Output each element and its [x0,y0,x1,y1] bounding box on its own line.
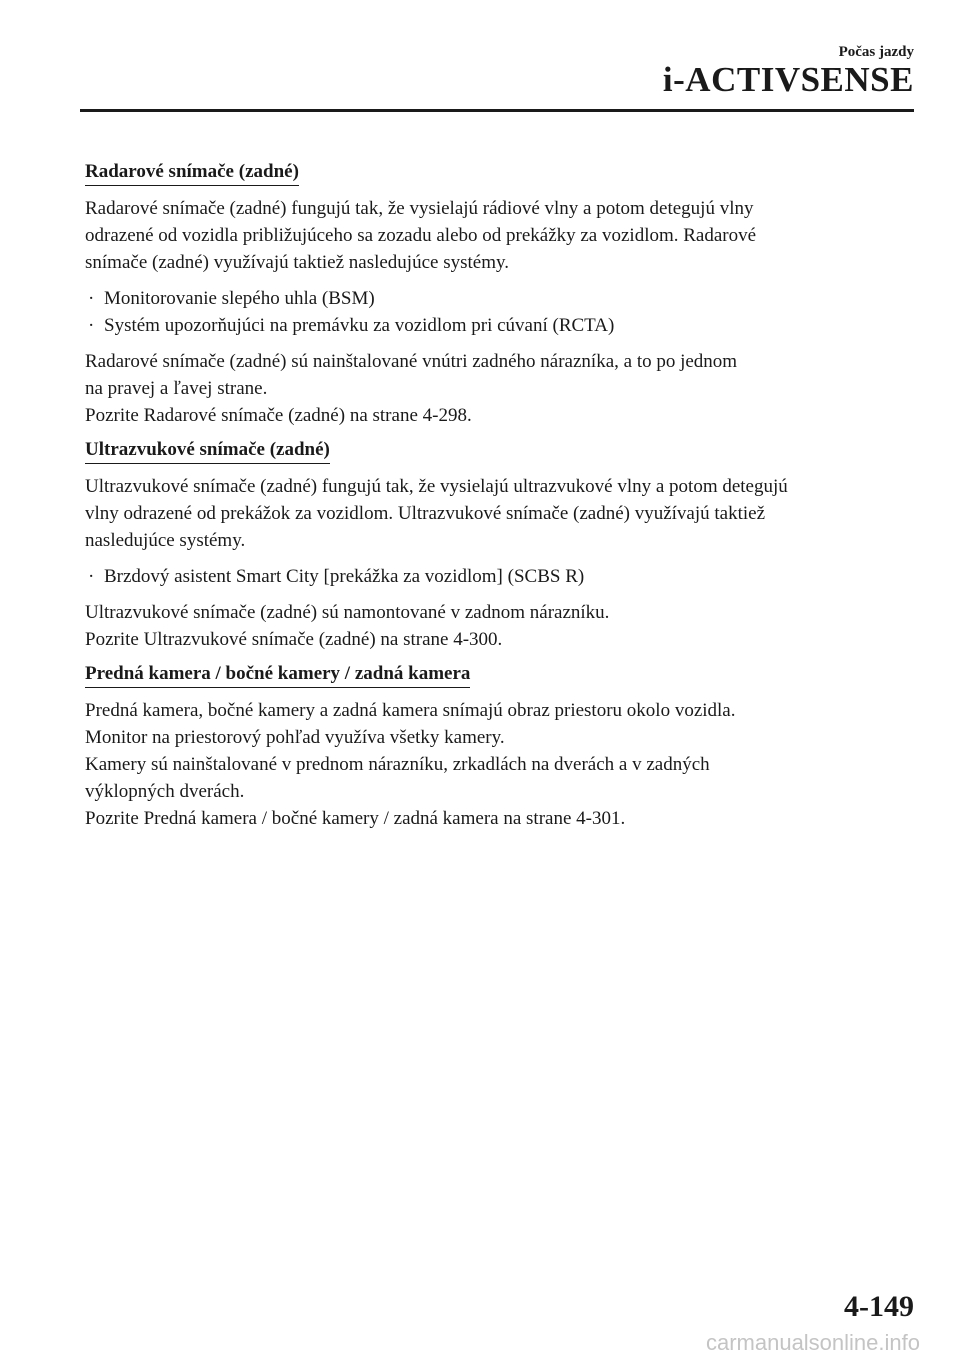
list-item [85,312,915,339]
page-content [85,160,915,841]
paragraph: Ultrazvukové snímače (zadné) fungujú tak, že vysielajú ultrazvukové vlny a potom detegujú vlny odrazené od prekážok za vozidlom. Ultrazvukové snímače (zadné) využívajú taktiež nasledujúce systémy. [85,476,788,551]
list-item-text: Brzdový asistent Smart City [prekážka za vozidlom] (SCBS R) [104,566,585,587]
section-heading: Ultrazvukové snímače (zadné) [85,438,330,464]
section-title: i-ACTIVSENSE [662,60,914,99]
list-item [85,285,915,312]
section-rear-radar-sensors [85,160,915,429]
bullet-list [85,285,915,339]
bullet-list [85,563,915,590]
list-item-text: Monitorovanie slepého uhla (BSM) [104,288,375,309]
section-rear-ultrasonic-sensors [85,438,915,653]
list-item [85,563,915,590]
paragraph: Radarové snímače (zadné) fungujú tak, že vysielajú rádiové vlny a potom detegujú vlny odrazené od vozidla približujúceho sa zozadu alebo od prekážky za vozidlom. Radarové snímače (zadné) využívajú taktiež nasledujúce systémy. [85,198,757,273]
paragraph: Radarové snímače (zadné) sú nainštalované vnútri zadného nárazníka, a to po jednom na pravej a ľavej strane. Pozrite Radarové snímače (zadné) na strane 4-298. [85,351,738,426]
list-item-text: Systém upozorňujúci na premávku za vozidlom pri cúvaní (RCTA) [104,315,615,336]
section-cameras [85,662,915,832]
page-number: 4-149 [844,1290,914,1323]
bullet-icon: · [88,315,95,336]
bullet-icon: · [88,566,95,587]
watermark-text: carmanualsonline.info [705,1330,920,1355]
chapter-title: Počas jazdy [838,44,914,60]
section-heading: Radarové snímače (zadné) [85,160,299,186]
header-divider [80,109,914,112]
section-heading: Predná kamera / bočné kamery / zadná kamera [85,662,470,688]
paragraph: Ultrazvukové snímače (zadné) sú namontované v zadnom nárazníku. Pozrite Ultrazvukové snímače (zadné) na strane 4-300. [85,602,610,650]
paragraph: Predná kamera, bočné kamery a zadná kamera snímajú obraz priestoru okolo vozidla. Monitor na priestorový pohľad využíva všetky kamery. Kamery sú nainštalované v prednom nárazníku, zrkadlách na dverách a v zadných výklopných dverách. Pozrite Predná kamera / bočné kamery / zadná kamera na strane 4-301. [85,700,736,829]
bullet-icon: · [88,288,95,309]
